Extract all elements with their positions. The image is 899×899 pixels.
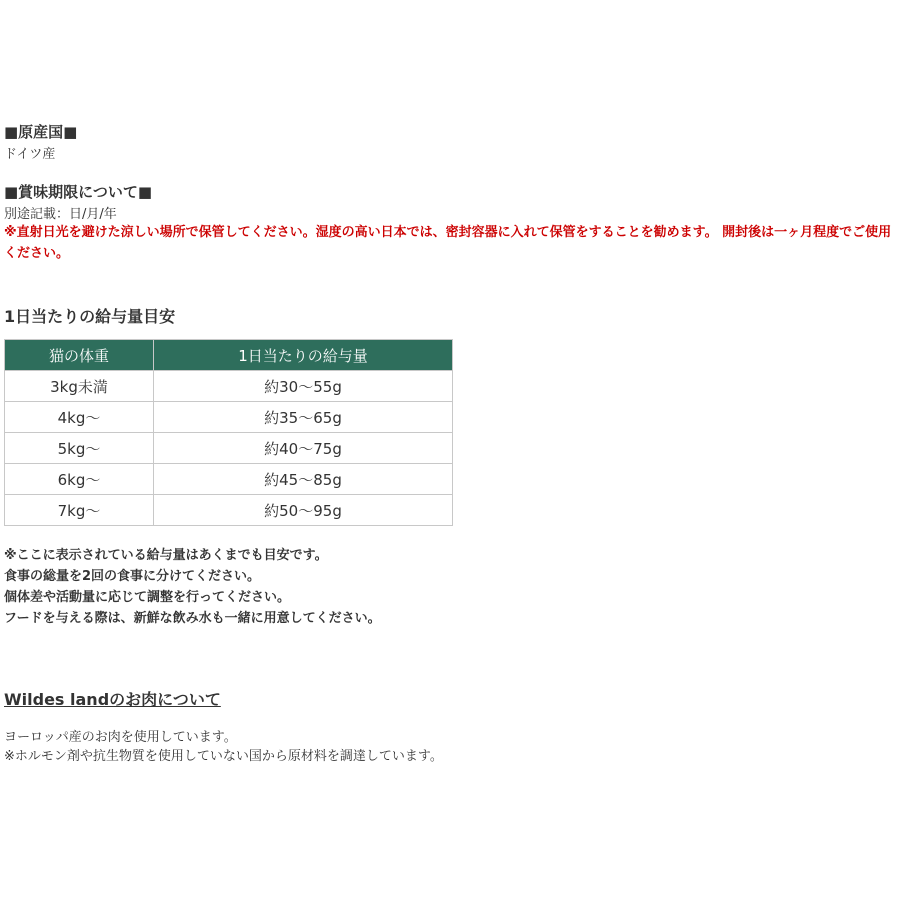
table-row xyxy=(5,402,453,433)
table-row xyxy=(5,371,453,402)
origin-heading: ■原産国■ xyxy=(4,123,78,141)
weight-cell: 3kg未満 xyxy=(5,371,154,402)
meat-line: ヨーロッパ産のお肉を使用しています。 xyxy=(4,730,237,745)
header-weight: 猫の体重 xyxy=(5,340,154,371)
amount-cell: 約40～75g xyxy=(154,433,453,464)
feeding-note: フードを与える際は、新鮮な飲み水も一緒に用意してください。 xyxy=(4,611,381,626)
feeding-note: ※ここに表示されている給与量はあくまでも目安です。 xyxy=(4,548,328,563)
header-amount: 1日当たりの給与量 xyxy=(154,340,453,371)
feeding-note: 個体差や活動量に応じて調整を行ってください。 xyxy=(4,590,291,605)
amount-cell: 約45～85g xyxy=(154,464,453,495)
origin-value: ドイツ産 xyxy=(4,147,56,162)
meat-line: ※ホルモン剤や抗生物質を使用していない国から原材料を調達しています。 xyxy=(4,749,443,764)
amount-cell: 約35～65g xyxy=(154,402,453,433)
table-row xyxy=(5,495,453,526)
feeding-note: 食事の総量を2回の食事に分けてください。 xyxy=(4,569,261,584)
expiry-heading: ■賞味期限について■ xyxy=(4,183,153,201)
storage-warning: ※直射日光を避けた涼しい場所で保管してください。湿度の高い日本では、密封容器に入れて保管をすることを勧めます。 開封後は一ヶ月程度でご使用ください。 xyxy=(4,225,892,261)
weight-cell: 5kg～ xyxy=(5,433,154,464)
weight-cell: 6kg～ xyxy=(5,464,154,495)
meat-title: Wildes landのお肉について xyxy=(4,690,221,709)
amount-cell: 約30～55g xyxy=(154,371,453,402)
table-header-row xyxy=(5,340,453,371)
weight-cell: 7kg～ xyxy=(5,495,154,526)
table-row xyxy=(5,464,453,495)
feeding-title: 1日当たりの給与量目安 xyxy=(4,307,176,326)
feeding-table xyxy=(4,339,453,526)
amount-cell: 約50～95g xyxy=(154,495,453,526)
table-row xyxy=(5,433,453,464)
expiry-value: 別途記載：日/月/年 xyxy=(4,207,117,222)
weight-cell: 4kg～ xyxy=(5,402,154,433)
